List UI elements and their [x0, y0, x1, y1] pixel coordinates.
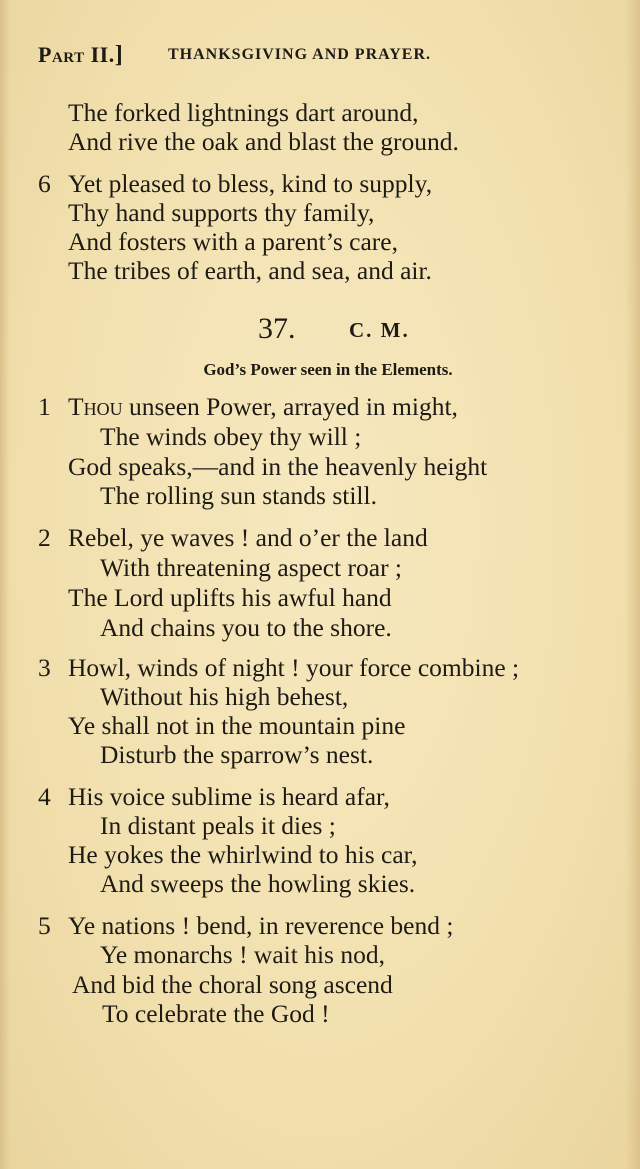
verse-line: Yet pleased to bless, kind to supply,: [68, 169, 433, 198]
stanza-number: 3: [38, 653, 51, 682]
verse-line: Without his high behest,: [100, 682, 349, 711]
verse-line: In distant peals it dies ;: [100, 811, 336, 840]
verse-line: [68, 392, 458, 422]
verse-line: Ye nations ! bend, in reverence bend ;: [68, 911, 454, 940]
header-part: Part: [38, 42, 85, 67]
verse-line: To celebrate the God !: [102, 999, 330, 1028]
verse-line: Ye monarchs ! wait his nod,: [100, 940, 385, 969]
verse-line: The Lord uplifts his awful hand: [68, 583, 392, 612]
verse-line: The tribes of earth, and sea, and air.: [68, 256, 432, 285]
hymn-heading: [0, 312, 640, 348]
verse-line-rest: unseen Power, arrayed in might,: [122, 392, 458, 421]
verse-line: God speaks,—and in the heavenly height: [68, 452, 488, 481]
stanza-number: 1: [38, 392, 51, 421]
verse-line: The forked lightnings dart around,: [68, 98, 419, 127]
verse-line: His voice sublime is heard afar,: [68, 782, 390, 811]
header-part-number: II.: [84, 42, 115, 67]
hymn-meter: C. M.: [349, 318, 410, 342]
stanza-number: 5: [38, 911, 51, 940]
verse-line: Disturb the sparrow’s nest.: [100, 740, 374, 769]
verse-line: With threatening aspect roar ;: [100, 553, 403, 582]
running-header: [38, 42, 508, 69]
verse-line: And rive the oak and blast the ground.: [68, 127, 459, 156]
header-bracket: ]: [114, 42, 124, 68]
hymn-subtitle: God’s Power seen in the Elements.: [203, 360, 453, 379]
verse-line: The winds obey thy will ;: [100, 422, 362, 451]
verse-line: Howl, winds of night ! your force combine ;: [68, 653, 520, 682]
verse-line: And chains you to the shore.: [100, 613, 392, 642]
stanza-number: 4: [38, 782, 51, 811]
verse-line: Ye shall not in the mountain pine: [68, 711, 406, 740]
verse-line: And fosters with a parent’s care,: [68, 227, 398, 256]
verse-line: Thy hand supports thy family,: [68, 198, 375, 227]
verse-line: And bid the choral song ascend: [72, 970, 393, 999]
verse-line: And sweeps the howling skies.: [100, 869, 416, 898]
hymn-number: 37.: [258, 312, 296, 345]
page-edge-left: [0, 0, 10, 1169]
stanza-number: 2: [38, 523, 51, 552]
verse-line: He yokes the whirlwind to his car,: [68, 840, 418, 869]
verse-line: The rolling sun stands still.: [100, 481, 377, 510]
stanza-number: 6: [38, 169, 51, 198]
verse-line: Rebel, ye waves ! and o’er the land: [68, 523, 428, 552]
page-edge-right: [626, 0, 640, 1169]
header-title: THANKSGIVING AND PRAYER.: [168, 46, 431, 63]
verse-first-word: Thou: [68, 392, 123, 421]
